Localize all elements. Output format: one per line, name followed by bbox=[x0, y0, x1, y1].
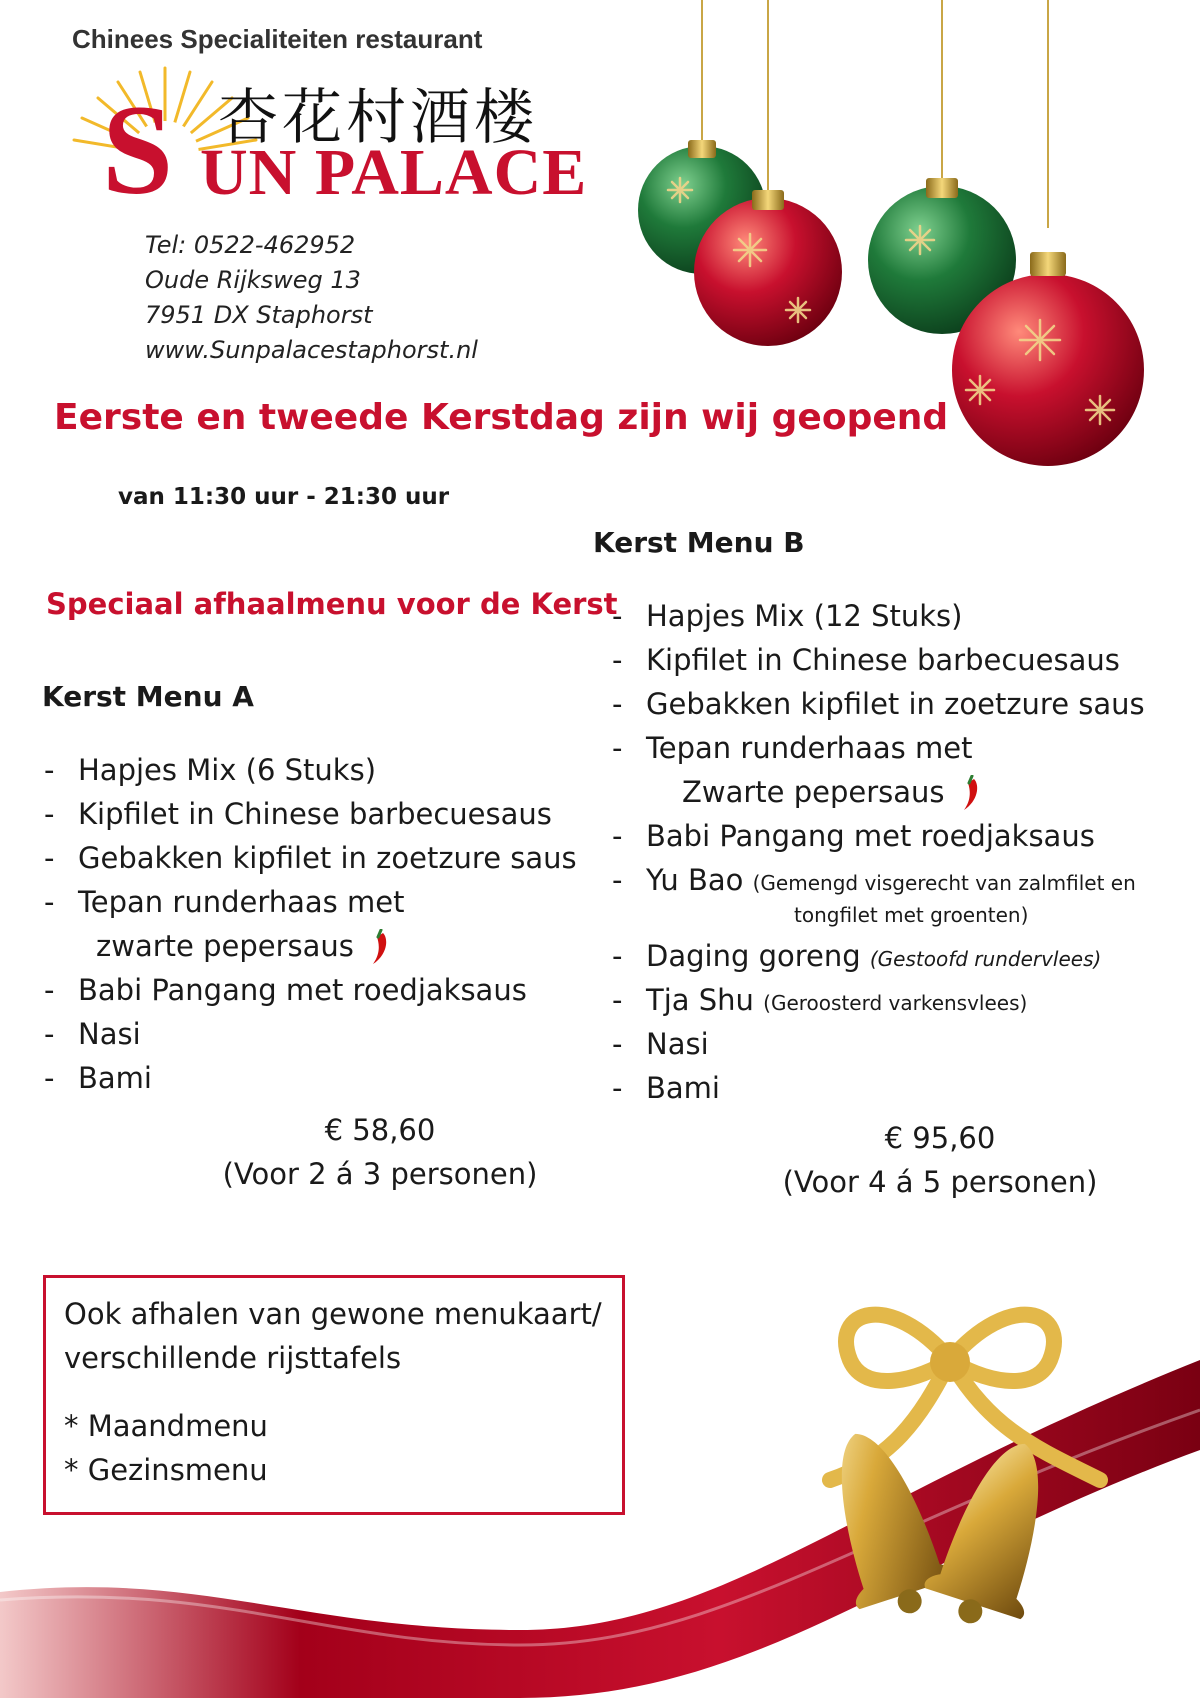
list-item: - Bami bbox=[610, 1066, 1145, 1110]
menu-b-title: Kerst Menu B bbox=[593, 526, 805, 559]
list-item-label: Yu Bao bbox=[646, 863, 744, 897]
takeaway-item-1: * Maandmenu bbox=[64, 1409, 268, 1443]
menu-a-persons: (Voor 2 á 3 personen) bbox=[222, 1157, 538, 1191]
logo-name: UN PALACE bbox=[200, 136, 588, 209]
list-item: - Hapjes Mix (12 Stuks) bbox=[610, 594, 1145, 638]
list-item: - Kipfilet in Chinese barbecuesaus bbox=[42, 792, 577, 836]
contact-website: www.Sunpalacestaphorst.nl bbox=[145, 336, 478, 364]
list-item-note: (Geroosterd varkensvlees) bbox=[763, 991, 1028, 1015]
logo-chinese-name: 杏花村酒楼 bbox=[218, 83, 538, 153]
contact-tel: Tel: 0522-462952 bbox=[145, 231, 356, 259]
list-item: - Kipfilet in Chinese barbecuesaus bbox=[610, 638, 1145, 682]
special-menu-title: Speciaal afhaalmenu voor de Kerst bbox=[46, 587, 618, 621]
list-item: - Hapjes Mix (6 Stuks) bbox=[42, 748, 577, 792]
list-item: - Bami bbox=[42, 1056, 577, 1100]
contact-info bbox=[145, 228, 478, 368]
menu-b-price-block bbox=[760, 1116, 1120, 1204]
menu-b-persons: (Voor 4 á 5 personen) bbox=[782, 1165, 1098, 1199]
menu-a-list bbox=[42, 748, 577, 1100]
list-item-label: Tja Shu bbox=[646, 983, 754, 1017]
list-item: - Babi Pangang met roedjaksaus bbox=[610, 814, 1145, 858]
opening-headline: Eerste en tweede Kerstdag zijn wij geopend bbox=[54, 397, 949, 438]
takeaway-info-box bbox=[43, 1275, 625, 1515]
logo-initial: S bbox=[102, 79, 174, 221]
list-item-note: (Gestoofd rundervlees) bbox=[869, 947, 1102, 971]
menu-a-title: Kerst Menu A bbox=[42, 680, 254, 713]
chili-pepper-icon bbox=[369, 929, 391, 967]
list-item bbox=[610, 978, 1145, 1022]
list-item-note-continuation: tongfilet met groenten) bbox=[794, 903, 1029, 927]
list-item: - Gebakken kipfilet in zoetzure saus bbox=[42, 836, 577, 880]
takeaway-line-1: Ook afhalen van gewone menukaart/ bbox=[64, 1297, 602, 1331]
list-item-continuation-text: Zwarte pepersaus bbox=[682, 775, 945, 809]
menu-a-price-block bbox=[200, 1108, 560, 1196]
list-item bbox=[610, 858, 1145, 902]
list-item-note: (Gemengd visgerecht van zalmfilet en bbox=[752, 871, 1136, 895]
restaurant-tagline: Chinees Specialiteiten restaurant bbox=[72, 24, 483, 54]
list-item-label: Daging goreng bbox=[646, 939, 861, 973]
list-item: - Babi Pangang met roedjaksaus bbox=[42, 968, 577, 1012]
list-item-continuation-text: zwarte pepersaus bbox=[96, 929, 354, 963]
list-item: - Nasi bbox=[42, 1012, 577, 1056]
contact-street: Oude Rijksweg 13 bbox=[145, 266, 361, 294]
list-item-continuation bbox=[42, 924, 577, 968]
list-item-continuation bbox=[610, 770, 1145, 814]
list-item: - Tepan runderhaas met bbox=[42, 880, 577, 924]
takeaway-item-2: * Gezinsmenu bbox=[64, 1453, 268, 1487]
list-item: - Nasi bbox=[610, 1022, 1145, 1066]
chili-pepper-icon bbox=[960, 775, 982, 813]
menu-b-list bbox=[610, 594, 1145, 1110]
christmas-bells-icon bbox=[770, 1280, 1130, 1660]
list-item: - Gebakken kipfilet in zoetzure saus bbox=[610, 682, 1145, 726]
menu-b-price: € 95,60 bbox=[884, 1121, 996, 1155]
contact-city: 7951 DX Staphorst bbox=[145, 301, 373, 329]
list-item: - Tepan runderhaas met bbox=[610, 726, 1145, 770]
takeaway-line-2: verschillende rijsttafels bbox=[64, 1341, 402, 1375]
menu-a-price: € 58,60 bbox=[324, 1113, 436, 1147]
list-item bbox=[610, 934, 1145, 978]
opening-hours: van 11:30 uur - 21:30 uur bbox=[118, 484, 450, 510]
